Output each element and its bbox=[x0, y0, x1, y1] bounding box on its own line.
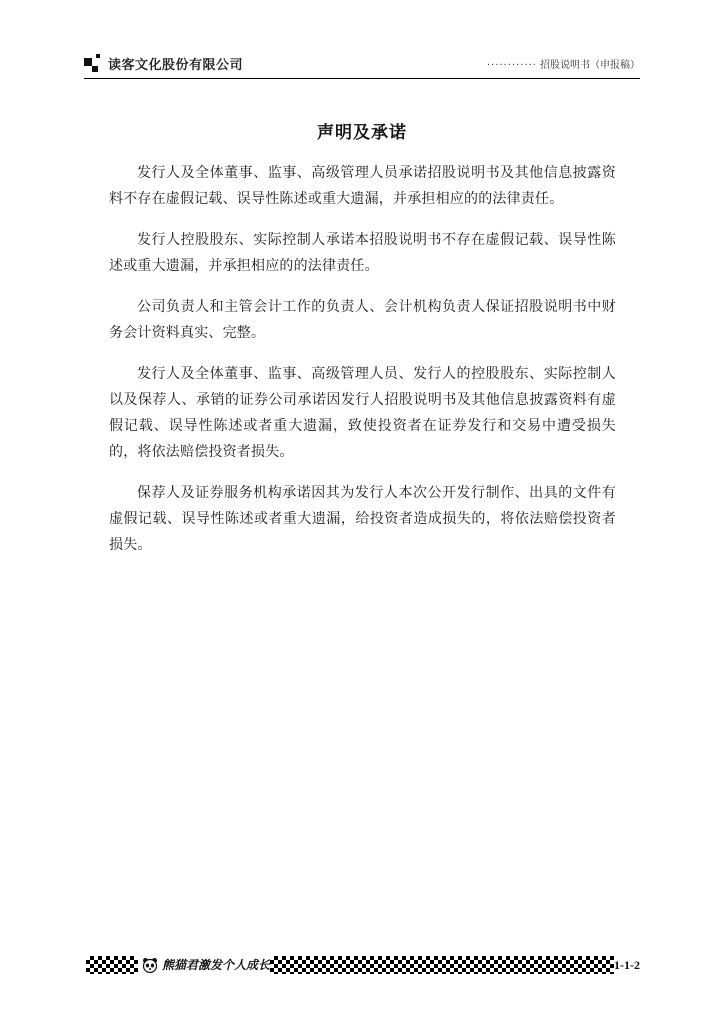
company-name: 读客文化股份有限公司 bbox=[108, 58, 244, 73]
paragraph: 保荐人及证券服务机构承诺因其为发行人本次公开发行制作、出具的文件有虚假记载、误导性陈述或者重大遗漏，给投资者造成损失的，将依法赔偿投资者损失。 bbox=[109, 485, 616, 553]
panda-logo-icon bbox=[142, 957, 158, 973]
footer-slogan: 熊猫君激发个人成长 bbox=[162, 958, 271, 972]
paragraph: 发行人及全体董事、监事、高级管理人员、发行人的控股股东、实际控制人以及保荐人、承销的证券公司承诺因发行人招股说明书及其他信息披露资料有虚假记载、误导性陈述或者重大遗漏，致使投资者在证券发行和交易中遭受损失的，将依法赔偿投资者损失。 bbox=[109, 366, 616, 460]
checkered-pattern-right bbox=[270, 956, 614, 974]
page-footer bbox=[84, 956, 640, 976]
checkered-pattern-left bbox=[86, 956, 138, 974]
paragraph: 发行人及全体董事、监事、高级管理人员承诺招股说明书及其他信息披露资料不存在虚假记载、误导性陈述或重大遗漏，并承担相应的的法律责任。 bbox=[109, 165, 616, 207]
paragraph: 发行人控股股东、实际控制人承诺本招股说明书不存在虚假记载、误导性陈述或重大遗漏，并承担相应的的法律责任。 bbox=[109, 232, 616, 274]
paragraph: 公司负责人和主管会计工作的负责人、会计机构负责人保证招股说明书中财务会计资料真实、完整。 bbox=[109, 299, 616, 341]
page-title: 声明及承诺 bbox=[317, 123, 407, 143]
company-logo-icon bbox=[84, 52, 104, 72]
header-rule bbox=[84, 78, 640, 79]
page-number: 1-1-2 bbox=[614, 958, 640, 972]
page-header bbox=[0, 0, 724, 80]
statement-body bbox=[109, 160, 616, 573]
document-type: 招股说明书（申报稿） bbox=[540, 60, 640, 71]
document-label bbox=[487, 59, 640, 73]
leader-dots: ············ bbox=[486, 60, 537, 71]
